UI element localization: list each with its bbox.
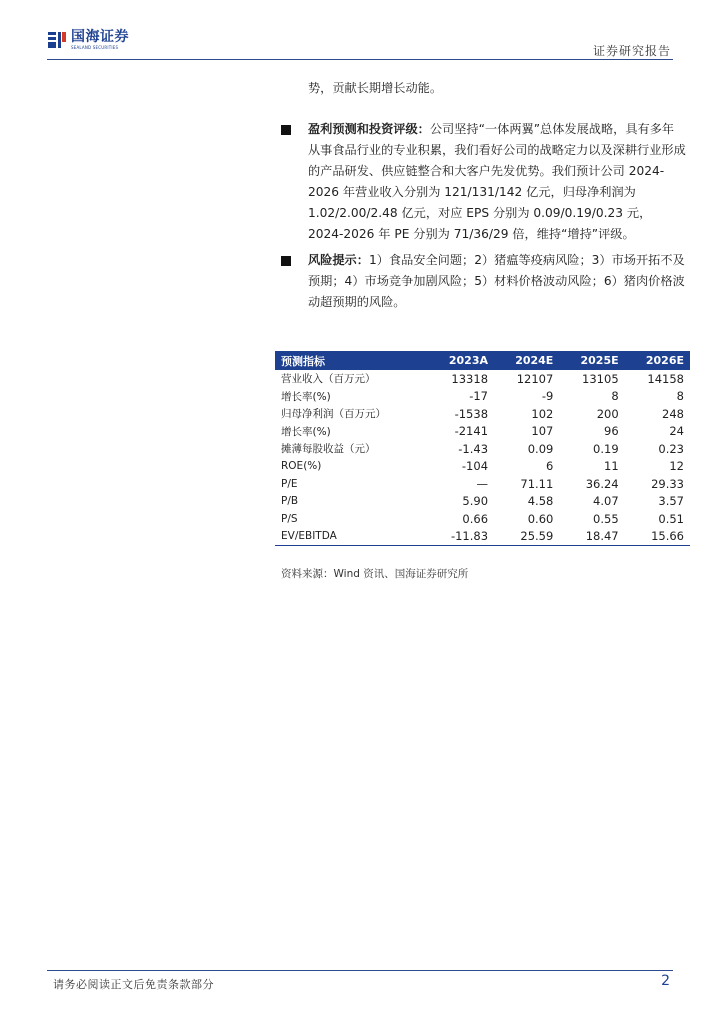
table-cell: 248 [662,406,684,421]
profit-forecast-heading: 盈利预测和投资评级： [308,122,430,136]
table-row [275,458,690,476]
table-cell: 12107 [516,371,554,386]
table-cell: 3.57 [658,494,684,509]
row-label: ROE(%) [281,460,322,473]
table-cell: 29.33 [651,476,684,491]
table-cell: 102 [531,406,554,421]
table-cell: 0.19 [593,441,619,456]
table-row [275,493,690,511]
table-cell: -9 [541,389,554,404]
table-header-row [275,351,690,370]
company-logo [47,30,129,50]
bullet-icon [281,125,291,135]
forecast-table [275,351,690,546]
table-cell: 0.51 [658,511,684,526]
table-cell: 0.60 [527,511,554,526]
row-label: 营业收入（百万元） [281,373,376,386]
table-cell: -104 [461,459,489,474]
table-cell: 107 [531,424,554,439]
profit-forecast-text: 公司坚持“一体两翼”总体发展战略，具有多年从事食品行业的专业积累，我们看好公司的战略定力以及深耕行业形成的产品研发、供应链整合和大客户先发优势。我们预计公司 2024-2026 年营业收入分别为 121/131/142 亿元，归母净利润为 1.02/2.00/2.48 亿元，对应 EPS 分别为 0.09/0.19/0.23 元，2024-2026 年 PE 分别为 71/36/29 倍，维持“增持”评级。 [308,122,686,241]
table-cell: 14158 [647,371,684,386]
table-cell: 96 [604,424,619,439]
table-cell: -11.83 [427,528,494,546]
table-cell: 4.07 [593,494,619,509]
logo-name-cn: 国海证券 [71,29,129,45]
column-header: 2026E [645,354,684,367]
report-type-label: 证券研究报告 [592,44,671,58]
table-cell: — [476,476,489,491]
table-cell: 200 [596,406,619,421]
table-cell: 5.90 [462,494,489,509]
table-row [275,510,690,528]
risk-warning-heading: 风险提示： [308,253,369,267]
table-cell: 36.24 [585,476,619,491]
row-label: EV/EBITDA [275,528,427,546]
column-header: 预测指标 [281,354,325,368]
row-label: P/S [281,512,298,525]
column-header: 2023A [448,354,489,367]
table-row [275,475,690,493]
table-cell: 0.66 [462,511,489,526]
footer-disclaimer: 请务必阅读正文后免责条款部分 [53,978,214,991]
table-cell: 71.11 [520,476,554,491]
logo-mark-icon [47,30,67,50]
table-row [275,388,690,406]
table-cell: 0.23 [658,441,684,456]
bullet-icon [281,256,291,266]
table-cell: 4.58 [527,494,554,509]
table-cell: 12 [669,459,684,474]
row-label: P/B [281,495,299,508]
table-source-note: 资料来源：Wind 资讯、国海证券研究所 [281,568,469,580]
row-label: 增长率(%) [281,425,331,438]
logo-name-en: SEALAND SECURITIES [71,45,119,50]
table-cell: 13318 [451,371,489,386]
row-label: 归母净利润（百万元） [281,408,386,421]
table-cell: 6 [546,459,554,474]
row-label: P/E [281,477,298,490]
table-cell: 0.09 [527,441,554,456]
table-row [275,528,690,546]
table-cell: 18.47 [559,528,624,546]
table-cell: 11 [604,459,619,474]
row-label: 增长率(%) [281,390,331,403]
page-header [0,0,724,62]
row-label: 摊薄每股收益（元） [281,443,376,456]
table-cell: -1538 [454,406,489,421]
page-number: 2 [661,973,670,989]
table-cell: 8 [676,389,684,404]
column-header: 2025E [580,354,619,367]
risk-warning-text: 1）食品安全问题；2）猪瘟等疫病风险；3）市场开拓不及预期；4）市场竞争加剧风险；5）材料价格波动风险；6）猪肉价格波动超预期的风险。 [308,253,685,309]
risk-warning-paragraph [308,250,686,313]
table-row [275,440,690,458]
table-cell: 0.55 [593,511,619,526]
table-cell: 15.66 [625,528,690,546]
column-header: 2024E [515,354,554,367]
table-cell: 8 [611,389,619,404]
table-cell: 24 [669,424,684,439]
table-row [275,423,690,441]
table-cell: -1.43 [458,441,489,456]
table-row [275,405,690,423]
table-cell: 13105 [582,371,619,386]
footer-divider [47,970,673,971]
continuation-text: 势，贡献长期增长动能。 [308,81,443,95]
table-cell: -17 [469,389,489,404]
table-cell: -2141 [454,424,489,439]
profit-forecast-paragraph [308,119,686,245]
table-cell: 25.59 [494,528,559,546]
header-divider [47,59,673,60]
table-row [275,370,690,388]
